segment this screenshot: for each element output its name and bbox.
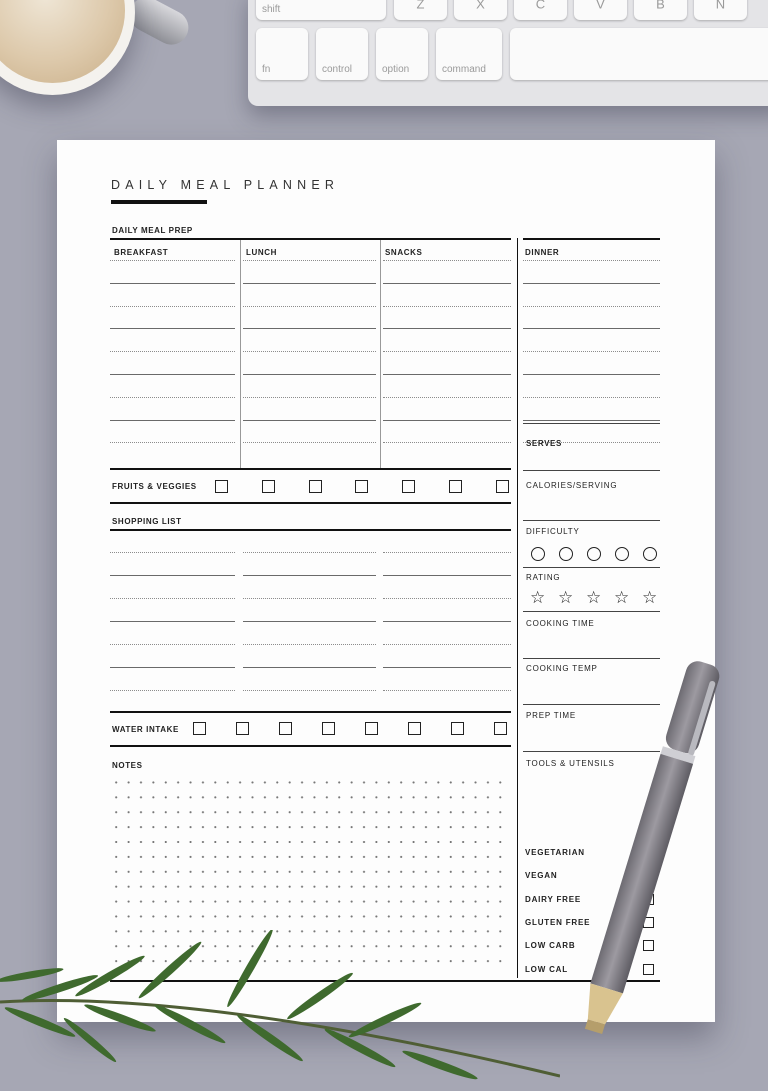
circle-outline-icon[interactable]	[615, 547, 629, 561]
water-intake-checkbox[interactable]	[408, 722, 421, 735]
serves-label: SERVES	[526, 439, 562, 448]
writing-line[interactable]	[383, 283, 511, 284]
section-rule	[110, 711, 511, 713]
star-outline-icon[interactable]: ☆	[586, 588, 602, 607]
column-dinner: DINNER	[525, 248, 560, 257]
writing-line[interactable]	[110, 397, 235, 398]
key-z[interactable]: Z	[394, 0, 447, 20]
fruits-veggies-checkbox[interactable]	[449, 480, 462, 493]
writing-line[interactable]	[383, 374, 511, 375]
circle-outline-icon[interactable]	[587, 547, 601, 561]
section-rule	[110, 238, 511, 240]
fruits-veggies-checkbox[interactable]	[402, 480, 415, 493]
difficulty-line	[523, 567, 660, 568]
circle-outline-icon[interactable]	[531, 547, 545, 561]
calories-line[interactable]	[523, 520, 660, 521]
key-control[interactable]: control	[316, 28, 368, 80]
shopping-line[interactable]	[110, 667, 235, 668]
column-breakfast: BREAKFAST	[114, 248, 169, 257]
star-outline-icon[interactable]: ☆	[558, 588, 574, 607]
section-rule	[110, 468, 511, 470]
water-intake-checkbox[interactable]	[494, 722, 507, 735]
column-snacks: SNACKS	[385, 248, 423, 257]
circle-outline-icon[interactable]	[559, 547, 573, 561]
cooking-time-label: COOKING TIME	[526, 619, 595, 628]
writing-line[interactable]	[523, 260, 660, 261]
writing-line[interactable]	[383, 328, 511, 329]
key-x[interactable]: X	[454, 0, 507, 20]
water-intake-checkbox[interactable]	[279, 722, 292, 735]
sidebar-divider	[517, 238, 518, 978]
shopping-line[interactable]	[383, 621, 511, 622]
diet-label: LOW CAL	[525, 964, 568, 974]
page-title: DAILY MEAL PLANNER	[111, 178, 340, 192]
column-lunch: LUNCH	[246, 248, 277, 257]
rosemary-sprig	[0, 930, 560, 1091]
water-intake-checkbox[interactable]	[193, 722, 206, 735]
writing-line[interactable]	[110, 283, 235, 284]
writing-line[interactable]	[523, 351, 660, 352]
dinner-line	[523, 423, 660, 424]
key-fn[interactable]: fn	[256, 28, 308, 80]
writing-line[interactable]	[383, 420, 511, 421]
fruits-veggies-checkbox[interactable]	[262, 480, 275, 493]
water-intake-checkbox[interactable]	[365, 722, 378, 735]
writing-line[interactable]	[383, 442, 511, 443]
shopping-line[interactable]	[383, 667, 511, 668]
key-b[interactable]: B	[634, 0, 687, 20]
writing-line[interactable]	[523, 306, 660, 307]
diet-label: DAIRY FREE	[525, 894, 582, 904]
section-rule	[110, 502, 511, 504]
section-rule	[110, 529, 511, 531]
diet-label: VEGETARIAN	[525, 848, 585, 857]
writing-line[interactable]	[523, 283, 660, 284]
water-intake-checkbox[interactable]	[322, 722, 335, 735]
writing-line[interactable]	[110, 306, 235, 307]
writing-line[interactable]	[243, 351, 376, 352]
diet-label: GLUTEN FREE	[525, 917, 591, 927]
daily-meal-prep-label: DAILY MEAL PREP	[112, 226, 193, 235]
writing-line[interactable]	[243, 442, 376, 443]
water-intake-label: WATER INTAKE	[112, 725, 179, 734]
writing-line[interactable]	[110, 351, 235, 352]
fruits-veggies-checkbox[interactable]	[309, 480, 322, 493]
shopping-line[interactable]	[383, 690, 511, 691]
shopping-line[interactable]	[243, 667, 376, 668]
notes-label: NOTES	[112, 761, 143, 770]
shopping-line[interactable]	[243, 621, 376, 622]
fruits-veggies-checkbox[interactable]	[215, 480, 228, 493]
writing-line[interactable]	[383, 260, 511, 261]
column-divider	[380, 240, 381, 468]
writing-line[interactable]	[110, 374, 235, 375]
shopping-line[interactable]	[243, 690, 376, 691]
key-command[interactable]: command	[436, 28, 502, 80]
shopping-line[interactable]	[383, 644, 511, 645]
fruits-veggies-checkbox[interactable]	[496, 480, 509, 493]
shopping-line[interactable]	[110, 598, 235, 599]
star-outline-icon[interactable]: ☆	[530, 588, 546, 607]
circle-outline-icon[interactable]	[643, 547, 657, 561]
shopping-line[interactable]	[243, 598, 376, 599]
key-v[interactable]: V	[574, 0, 627, 20]
shopping-line[interactable]	[110, 621, 235, 622]
shopping-line[interactable]	[110, 644, 235, 645]
writing-line[interactable]	[243, 283, 376, 284]
shopping-line[interactable]	[243, 644, 376, 645]
writing-line[interactable]	[383, 306, 511, 307]
key-c[interactable]: C	[514, 0, 567, 20]
fruits-veggies-checkbox[interactable]	[355, 480, 368, 493]
writing-line[interactable]	[110, 442, 235, 443]
writing-line[interactable]	[243, 420, 376, 421]
writing-line[interactable]	[243, 328, 376, 329]
diet-label: VEGAN	[525, 871, 558, 881]
serves-line[interactable]	[523, 470, 660, 471]
shopping-line[interactable]	[383, 598, 511, 599]
pen	[530, 650, 768, 1050]
writing-line[interactable]	[243, 374, 376, 375]
water-intake-checkbox[interactable]	[451, 722, 464, 735]
shopping-line[interactable]	[383, 575, 511, 576]
star-outline-icon[interactable]: ☆	[642, 588, 658, 607]
difficulty-label: DIFFICULTY	[526, 527, 580, 536]
writing-line[interactable]	[523, 328, 660, 329]
writing-line[interactable]	[110, 260, 235, 261]
writing-line[interactable]	[523, 374, 660, 375]
writing-line[interactable]	[383, 351, 511, 352]
writing-line[interactable]	[110, 420, 235, 421]
shopping-line[interactable]	[110, 690, 235, 691]
tools-utensils-label: TOOLS & UTENSILS	[526, 759, 615, 768]
star-outline-icon[interactable]: ☆	[614, 588, 630, 607]
writing-line[interactable]	[243, 397, 376, 398]
shopping-line[interactable]	[110, 575, 235, 576]
shopping-line[interactable]	[243, 552, 376, 553]
writing-line[interactable]	[383, 397, 511, 398]
key-n[interactable]: N	[694, 0, 747, 20]
section-rule	[110, 745, 511, 747]
shopping-line[interactable]	[110, 552, 235, 553]
section-rule	[523, 238, 660, 240]
calories-label: CALORIES/SERVING	[526, 481, 618, 490]
key-space[interactable]	[510, 28, 768, 80]
keyboard	[248, 0, 768, 106]
key-option[interactable]: option	[376, 28, 428, 80]
shopping-list-label: SHOPPING LIST	[112, 517, 182, 526]
writing-line[interactable]	[243, 306, 376, 307]
key-shift[interactable]: shift	[256, 0, 386, 20]
writing-line[interactable]	[523, 397, 660, 398]
writing-line[interactable]	[243, 260, 376, 261]
column-divider	[240, 240, 241, 468]
shopping-line[interactable]	[243, 575, 376, 576]
title-underline	[111, 200, 207, 204]
cooking-temp-label: COOKING TEMP	[526, 664, 598, 673]
writing-line[interactable]	[523, 420, 660, 421]
diet-label: LOW CARB	[525, 941, 576, 951]
fruits-veggies-label: FRUITS & VEGGIES	[112, 482, 197, 491]
writing-line[interactable]	[110, 328, 235, 329]
rating-label: RATING	[526, 573, 561, 582]
prep-time-label: PREP TIME	[526, 711, 577, 720]
shopping-line[interactable]	[383, 552, 511, 553]
rating-line	[523, 611, 660, 612]
water-intake-checkbox[interactable]	[236, 722, 249, 735]
